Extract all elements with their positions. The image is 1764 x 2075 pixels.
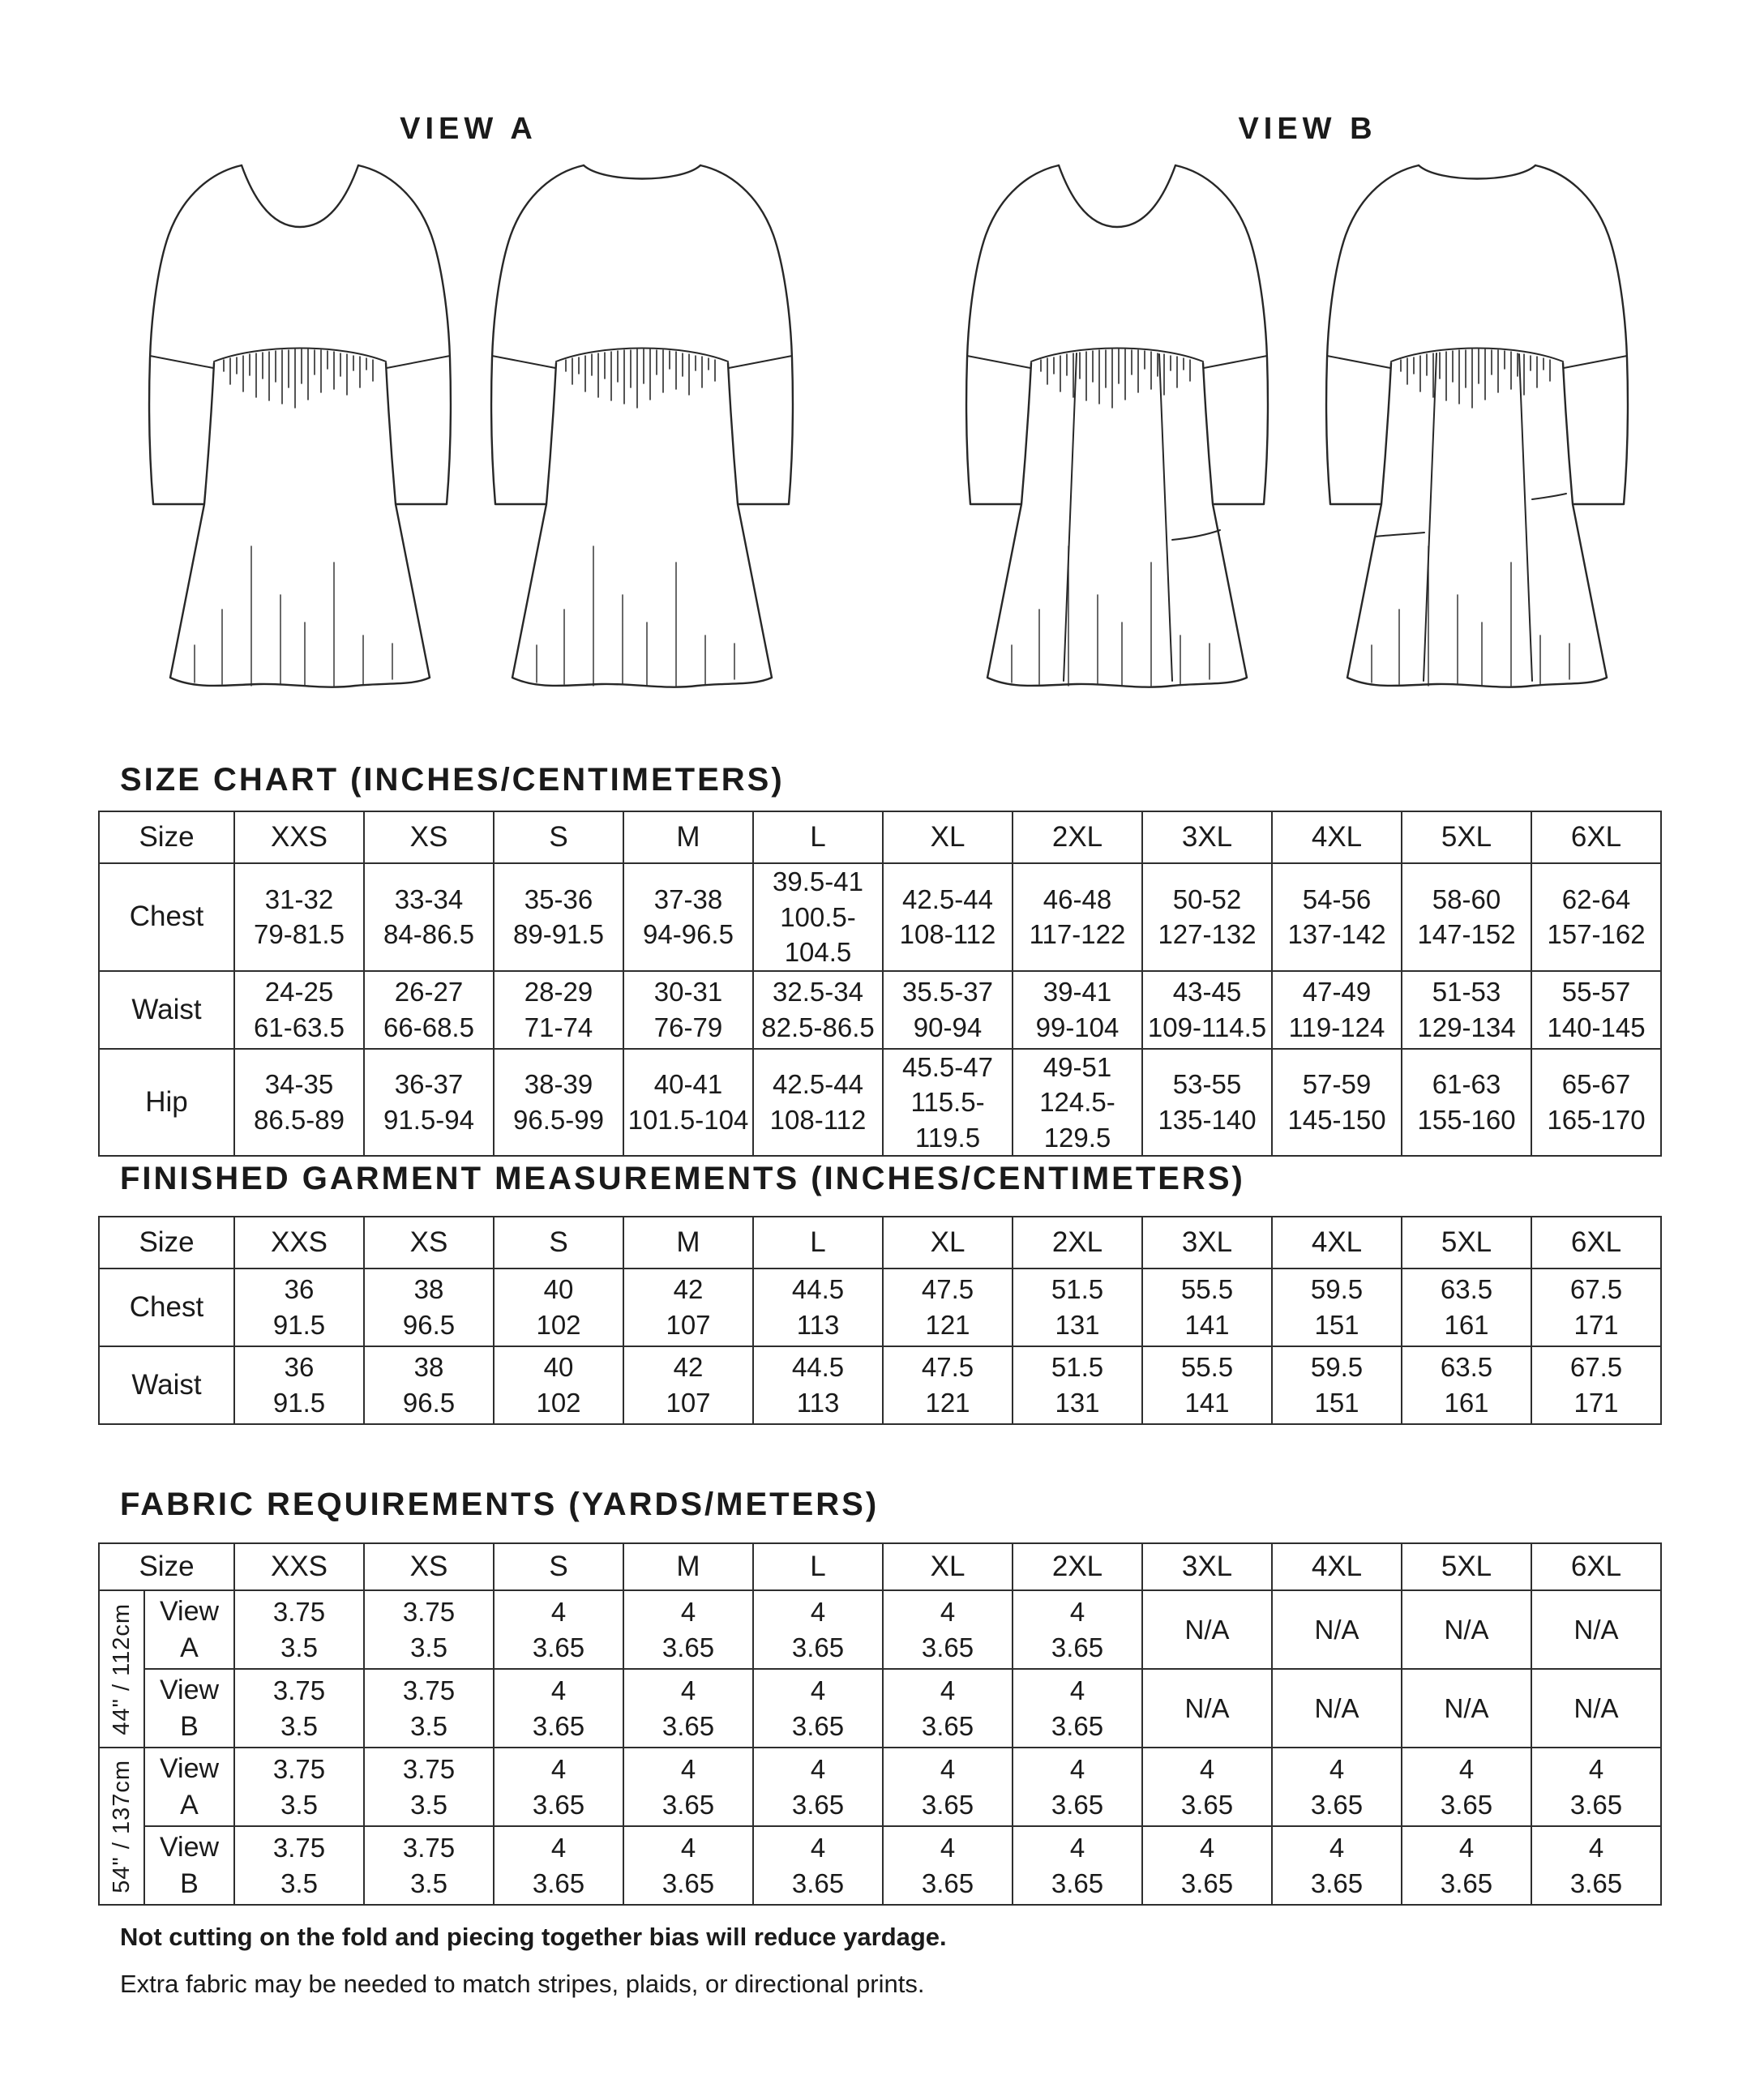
table-cell: 63.5 161 xyxy=(1402,1346,1531,1424)
row-label: Chest xyxy=(99,1269,234,1346)
table-cell: 35.5-37 90-94 xyxy=(883,971,1013,1049)
table-row xyxy=(99,1049,1661,1157)
table-cell: 37-38 94-96.5 xyxy=(623,863,753,971)
column-header: 3XL xyxy=(1142,1217,1272,1269)
column-header: 6XL xyxy=(1531,1217,1661,1269)
table-cell: 4 3.65 xyxy=(883,1590,1013,1669)
column-header: M xyxy=(623,1543,753,1590)
table-cell: 30-31 76-79 xyxy=(623,971,753,1049)
table-cell: 59.5 151 xyxy=(1272,1346,1402,1424)
table-cell: 45.5-47 115.5-119.5 xyxy=(883,1049,1013,1157)
column-header: S xyxy=(494,811,623,863)
column-header: S xyxy=(494,1543,623,1590)
table-cell: N/A xyxy=(1531,1669,1661,1748)
table-cell: 57-59 145-150 xyxy=(1272,1049,1402,1157)
table-cell: 3.75 3.5 xyxy=(234,1748,364,1826)
table-cell: 44.5 113 xyxy=(753,1346,883,1424)
table-cell: 36-37 91.5-94 xyxy=(364,1049,494,1157)
table-cell: 3.75 3.5 xyxy=(364,1669,494,1748)
table-cell: 4 3.65 xyxy=(623,1748,753,1826)
finished-measurements-table xyxy=(98,1216,1662,1425)
table-cell: 42 107 xyxy=(623,1346,753,1424)
column-header: 6XL xyxy=(1531,811,1661,863)
table-cell: 36 91.5 xyxy=(234,1269,364,1346)
table-cell: 42.5-44 108-112 xyxy=(883,863,1013,971)
table-cell: 4 3.65 xyxy=(494,1669,623,1748)
column-header: 2XL xyxy=(1013,811,1142,863)
row-label: View B xyxy=(144,1826,234,1905)
table-cell: 3.75 3.5 xyxy=(234,1669,364,1748)
table-cell: 4 3.65 xyxy=(1272,1826,1402,1905)
table-cell: 3.75 3.5 xyxy=(234,1590,364,1669)
fabric-width-label: 54" / 137cm xyxy=(99,1748,144,1905)
table-cell: 62-64 157-162 xyxy=(1531,863,1661,971)
table-cell: 38-39 96.5-99 xyxy=(494,1049,623,1157)
table-cell: N/A xyxy=(1142,1590,1272,1669)
table-row xyxy=(99,1669,1661,1748)
table-cell: 35-36 89-91.5 xyxy=(494,863,623,971)
table-cell: 4 3.65 xyxy=(1531,1748,1661,1826)
table-cell: 4 3.65 xyxy=(1142,1826,1272,1905)
column-header: 3XL xyxy=(1142,1543,1272,1590)
size-chart-table xyxy=(98,811,1662,1157)
table-cell: 63.5 161 xyxy=(1402,1269,1531,1346)
table-cell: 59.5 151 xyxy=(1272,1269,1402,1346)
table-cell: 4 3.65 xyxy=(1013,1590,1142,1669)
table-cell: 38 96.5 xyxy=(364,1269,494,1346)
row-label: Waist xyxy=(99,1346,234,1424)
table-cell: 4 3.65 xyxy=(753,1826,883,1905)
table-row xyxy=(99,1826,1661,1905)
table-row xyxy=(99,971,1661,1049)
column-header: 5XL xyxy=(1402,1217,1531,1269)
table-cell: 3.75 3.5 xyxy=(234,1826,364,1905)
column-header: XXS xyxy=(234,1217,364,1269)
table-cell: 4 3.65 xyxy=(623,1826,753,1905)
table-cell: 36 91.5 xyxy=(234,1346,364,1424)
table-cell: 42.5-44 108-112 xyxy=(753,1049,883,1157)
table-cell: N/A xyxy=(1272,1590,1402,1669)
table-cell: 55.5 141 xyxy=(1142,1346,1272,1424)
table-cell: N/A xyxy=(1402,1669,1531,1748)
table-cell: 4 3.65 xyxy=(1531,1826,1661,1905)
table-cell: 47.5 121 xyxy=(883,1269,1013,1346)
table-cell: 3.75 3.5 xyxy=(364,1826,494,1905)
table-cell: 40-41 101.5-104 xyxy=(623,1049,753,1157)
table-cell: 4 3.65 xyxy=(623,1669,753,1748)
row-label: Chest xyxy=(99,863,234,971)
table-cell: 3.75 3.5 xyxy=(364,1590,494,1669)
view-b-front-flat-illustration xyxy=(955,159,1279,718)
table-cell: 32.5-34 82.5-86.5 xyxy=(753,971,883,1049)
table-cell: 4 3.65 xyxy=(883,1669,1013,1748)
yardage-note: Not cutting on the fold and piecing together bias will reduce yardage. xyxy=(120,1923,947,1951)
table-cell: 46-48 117-122 xyxy=(1013,863,1142,971)
table-cell: 51.5 131 xyxy=(1013,1346,1142,1424)
table-cell: 4 3.65 xyxy=(1402,1826,1531,1905)
column-header: 6XL xyxy=(1531,1543,1661,1590)
table-cell: 4 3.65 xyxy=(753,1748,883,1826)
view-a-label: VIEW A xyxy=(400,112,537,146)
fabric-width-label: 44" / 112cm xyxy=(99,1590,144,1748)
column-header: XXS xyxy=(234,811,364,863)
table-cell: 4 3.65 xyxy=(883,1826,1013,1905)
table-cell: 4 3.65 xyxy=(1013,1669,1142,1748)
table-cell: 40 102 xyxy=(494,1346,623,1424)
table-header-row xyxy=(99,1217,1661,1269)
view-a-front-flat-illustration xyxy=(138,159,462,718)
table-row xyxy=(99,1590,1661,1669)
table-cell: 44.5 113 xyxy=(753,1269,883,1346)
column-header: 4XL xyxy=(1272,1217,1402,1269)
extra-fabric-note: Extra fabric may be needed to match stripes, plaids, or directional prints. xyxy=(120,1970,925,1998)
table-cell: N/A xyxy=(1531,1590,1661,1669)
table-cell: 47-49 119-124 xyxy=(1272,971,1402,1049)
table-header-row xyxy=(99,811,1661,863)
column-header: XXS xyxy=(234,1543,364,1590)
table-cell: 39.5-41 100.5-104.5 xyxy=(753,863,883,971)
column-header: Size xyxy=(99,1217,234,1269)
table-cell: 26-27 66-68.5 xyxy=(364,971,494,1049)
row-label: View A xyxy=(144,1590,234,1669)
table-cell: 39-41 99-104 xyxy=(1013,971,1142,1049)
table-cell: 40 102 xyxy=(494,1269,623,1346)
table-cell: 50-52 127-132 xyxy=(1142,863,1272,971)
table-cell: 4 3.65 xyxy=(494,1826,623,1905)
view-a-back-flat-illustration xyxy=(480,159,804,718)
table-cell: 55-57 140-145 xyxy=(1531,971,1661,1049)
view-b-back-flat-illustration xyxy=(1315,159,1639,718)
table-cell: 24-25 61-63.5 xyxy=(234,971,364,1049)
row-label: View B xyxy=(144,1669,234,1748)
fabric-requirements-table xyxy=(98,1542,1662,1906)
table-cell: 33-34 84-86.5 xyxy=(364,863,494,971)
column-header: S xyxy=(494,1217,623,1269)
column-header: XS xyxy=(364,1217,494,1269)
table-cell: 67.5 171 xyxy=(1531,1269,1661,1346)
table-row xyxy=(99,1748,1661,1826)
table-cell: 51-53 129-134 xyxy=(1402,971,1531,1049)
table-row xyxy=(99,1269,1661,1346)
column-header: XL xyxy=(883,811,1013,863)
column-header: L xyxy=(753,811,883,863)
column-header: 4XL xyxy=(1272,811,1402,863)
table-cell: 3.75 3.5 xyxy=(364,1748,494,1826)
table-cell: 4 3.65 xyxy=(753,1669,883,1748)
column-header: XS xyxy=(364,1543,494,1590)
column-header: 5XL xyxy=(1402,1543,1531,1590)
row-label: View A xyxy=(144,1748,234,1826)
table-cell: 4 3.65 xyxy=(753,1590,883,1669)
table-cell: N/A xyxy=(1142,1669,1272,1748)
table-cell: 4 3.65 xyxy=(623,1590,753,1669)
finished-measurements-heading: FINISHED GARMENT MEASUREMENTS (INCHES/CENTIMETERS) xyxy=(120,1161,1245,1196)
table-cell: 4 3.65 xyxy=(1272,1748,1402,1826)
table-cell: 34-35 86.5-89 xyxy=(234,1049,364,1157)
column-header: XL xyxy=(883,1543,1013,1590)
table-cell: 4 3.65 xyxy=(494,1590,623,1669)
size-chart-heading: SIZE CHART (INCHES/CENTIMETERS) xyxy=(120,762,785,798)
column-header: 4XL xyxy=(1272,1543,1402,1590)
table-cell: 58-60 147-152 xyxy=(1402,863,1531,971)
table-cell: 47.5 121 xyxy=(883,1346,1013,1424)
column-header: Size xyxy=(99,811,234,863)
table-header-row xyxy=(99,1543,1661,1590)
table-cell: 49-51 124.5-129.5 xyxy=(1013,1049,1142,1157)
column-header: 2XL xyxy=(1013,1543,1142,1590)
table-row xyxy=(99,1346,1661,1424)
table-cell: N/A xyxy=(1402,1590,1531,1669)
column-header: M xyxy=(623,1217,753,1269)
table-cell: 51.5 131 xyxy=(1013,1269,1142,1346)
table-cell: 4 3.65 xyxy=(883,1748,1013,1826)
column-header: L xyxy=(753,1543,883,1590)
table-cell: 4 3.65 xyxy=(494,1748,623,1826)
column-header: M xyxy=(623,811,753,863)
table-cell: 28-29 71-74 xyxy=(494,971,623,1049)
view-b-label: VIEW B xyxy=(1238,112,1377,146)
column-header: L xyxy=(753,1217,883,1269)
table-cell: N/A xyxy=(1272,1669,1402,1748)
table-cell: 42 107 xyxy=(623,1269,753,1346)
table-cell: 4 3.65 xyxy=(1142,1748,1272,1826)
table-cell: 55.5 141 xyxy=(1142,1269,1272,1346)
column-header: 2XL xyxy=(1013,1217,1142,1269)
column-header: 5XL xyxy=(1402,811,1531,863)
column-header: XS xyxy=(364,811,494,863)
table-cell: 67.5 171 xyxy=(1531,1346,1661,1424)
table-cell: 4 3.65 xyxy=(1013,1826,1142,1905)
table-cell: 31-32 79-81.5 xyxy=(234,863,364,971)
row-label: Hip xyxy=(99,1049,234,1157)
column-header: 3XL xyxy=(1142,811,1272,863)
column-header: Size xyxy=(99,1543,234,1590)
table-cell: 4 3.65 xyxy=(1402,1748,1531,1826)
table-cell: 43-45 109-114.5 xyxy=(1142,971,1272,1049)
table-row xyxy=(99,863,1661,971)
table-cell: 53-55 135-140 xyxy=(1142,1049,1272,1157)
row-label: Waist xyxy=(99,971,234,1049)
column-header: XL xyxy=(883,1217,1013,1269)
table-cell: 61-63 155-160 xyxy=(1402,1049,1531,1157)
table-cell: 54-56 137-142 xyxy=(1272,863,1402,971)
table-cell: 65-67 165-170 xyxy=(1531,1049,1661,1157)
table-cell: 4 3.65 xyxy=(1013,1748,1142,1826)
table-cell: 38 96.5 xyxy=(364,1346,494,1424)
fabric-requirements-heading: FABRIC REQUIREMENTS (YARDS/METERS) xyxy=(120,1487,880,1522)
